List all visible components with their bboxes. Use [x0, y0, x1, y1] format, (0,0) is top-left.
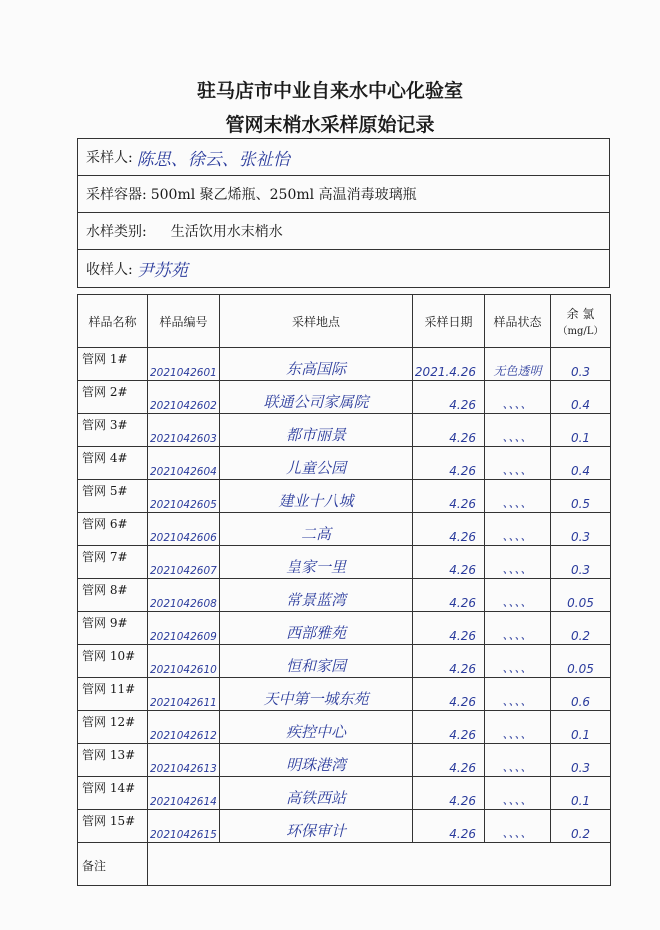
sample-state-cell — [485, 579, 551, 612]
sample-name: 管网 5# — [78, 480, 148, 513]
sample-date-cell — [413, 612, 485, 645]
sample-code-cell — [148, 513, 220, 546]
sample-state: 、、、、 — [502, 397, 533, 411]
sample-name: 管网 3# — [78, 414, 148, 447]
sample-state: 、、、、 — [502, 595, 533, 609]
table-row — [78, 645, 611, 678]
sample-chlorine-cell — [551, 678, 611, 711]
sample-state-cell — [485, 480, 551, 513]
sample-code: 2021042606 — [150, 532, 217, 544]
table-row — [78, 744, 611, 777]
sample-name: 管网 10# — [78, 645, 148, 678]
sample-location: 高铁西站 — [285, 789, 346, 807]
sample-state: 、、、、 — [502, 826, 533, 840]
sample-state: 无色透明 — [493, 364, 542, 378]
sample-chlorine-cell — [551, 381, 611, 414]
sample-code: 2021042612 — [150, 730, 217, 742]
sample-chlorine-cell — [551, 513, 611, 546]
sample-chlorine-cell — [551, 711, 611, 744]
sample-state: 、、、、 — [502, 661, 533, 675]
sample-state: 、、、、 — [502, 694, 533, 708]
sample-code: 2021042602 — [150, 400, 217, 412]
sample-name: 管网 11# — [78, 678, 148, 711]
table-row — [78, 579, 611, 612]
sample-chlorine: 0.3 — [570, 563, 591, 577]
sample-code-cell — [148, 348, 220, 381]
sample-code: 2021042604 — [150, 466, 217, 478]
sample-date: 4.26 — [449, 596, 476, 610]
sample-chlorine: 0.5 — [570, 497, 591, 511]
remark-label: 备注 — [78, 843, 148, 886]
sample-state-cell — [485, 381, 551, 414]
sample-date: 4.26 — [449, 728, 476, 742]
sample-state-cell — [485, 414, 551, 447]
sample-location: 明珠港湾 — [285, 756, 346, 774]
table-body — [78, 348, 611, 843]
sample-code-cell — [148, 414, 220, 447]
chlorine-label: 余 氯 — [566, 307, 595, 321]
sample-code-cell — [148, 678, 220, 711]
container-value: 500ml 聚乙烯瓶、250ml 高温消毒玻璃瓶 — [150, 187, 417, 203]
sampler-label: 采样人: — [86, 150, 133, 166]
sample-location-cell — [220, 513, 413, 546]
sample-date-cell — [413, 579, 485, 612]
sample-date: 4.26 — [449, 398, 476, 412]
sample-chlorine-cell — [551, 777, 611, 810]
sample-chlorine: 0.05 — [567, 596, 594, 610]
sample-code-cell — [148, 546, 220, 579]
col-header-location: 采样地点 — [220, 295, 413, 348]
sample-state-cell — [485, 348, 551, 381]
table-row — [78, 711, 611, 744]
sampler-value: 陈思、徐云、张祉怡 — [136, 149, 290, 170]
sample-date-cell — [413, 678, 485, 711]
sample-location-cell — [220, 447, 413, 480]
col-header-chlorine — [551, 295, 611, 348]
sample-code: 2021042613 — [150, 763, 217, 775]
sample-code-cell — [148, 480, 220, 513]
table-row — [78, 480, 611, 513]
sample-state-cell — [485, 645, 551, 678]
sample-chlorine: 0.6 — [570, 695, 591, 709]
sample-state-cell — [485, 810, 551, 843]
sample-location-cell — [220, 711, 413, 744]
sample-location: 都市丽景 — [285, 426, 346, 444]
sample-code-cell — [148, 579, 220, 612]
sample-state: 、、、、 — [502, 463, 533, 477]
sample-chlorine: 0.3 — [570, 530, 591, 544]
sample-state-cell — [485, 612, 551, 645]
sample-code: 2021042609 — [150, 631, 217, 643]
form-title: 管网末梢水采样原始记录 — [225, 114, 435, 136]
col-header-state: 样品状态 — [485, 295, 551, 348]
sample-date: 4.26 — [449, 794, 476, 808]
sample-location: 西部雅苑 — [285, 624, 346, 642]
sample-date: 4.26 — [449, 497, 476, 511]
sample-location: 天中第一城东苑 — [263, 690, 369, 708]
sample-date: 2021.4.26 — [414, 365, 476, 379]
lab-title: 驻马店市中业自来水中心化验室 — [196, 80, 463, 102]
sample-chlorine: 0.3 — [570, 365, 591, 379]
sample-chlorine-cell — [551, 612, 611, 645]
sample-date: 4.26 — [449, 761, 476, 775]
sample-code-cell — [148, 744, 220, 777]
sample-code: 2021042601 — [150, 367, 217, 379]
sample-location: 皇家一里 — [285, 558, 346, 576]
sample-date: 4.26 — [449, 530, 476, 544]
receiver-value: 尹苏苑 — [136, 261, 188, 281]
table-row — [78, 777, 611, 810]
sample-name: 管网 6# — [78, 513, 148, 546]
table-row — [78, 348, 611, 381]
sample-date: 4.26 — [449, 629, 476, 643]
sample-location: 儿童公园 — [285, 459, 346, 477]
table-row — [78, 546, 611, 579]
sample-location: 联通公司家属院 — [263, 393, 369, 411]
sample-state-cell — [485, 744, 551, 777]
sample-date-cell — [413, 546, 485, 579]
sample-code: 2021042603 — [150, 433, 217, 445]
col-header-code: 样品编号 — [148, 295, 220, 348]
sample-date-cell — [413, 711, 485, 744]
sample-chlorine-cell — [551, 810, 611, 843]
sample-name: 管网 9# — [78, 612, 148, 645]
sample-date-cell — [413, 645, 485, 678]
table-row — [78, 612, 611, 645]
sample-state: 、、、、 — [502, 793, 533, 807]
receiver-row — [78, 250, 609, 287]
sample-location-cell — [220, 348, 413, 381]
table-header-row — [78, 295, 611, 348]
col-header-name: 样品名称 — [78, 295, 148, 348]
sample-code-cell — [148, 612, 220, 645]
sample-location: 东高国际 — [285, 360, 346, 378]
sample-code-cell — [148, 645, 220, 678]
sample-location-cell — [220, 546, 413, 579]
sample-date-cell — [413, 480, 485, 513]
sample-table — [77, 294, 611, 886]
sample-state-cell — [485, 513, 551, 546]
type-label: 水样类别: — [86, 224, 147, 240]
sample-code: 2021042610 — [150, 664, 217, 676]
sample-name: 管网 8# — [78, 579, 148, 612]
sample-chlorine: 0.2 — [570, 827, 591, 841]
sample-state: 、、、、 — [502, 760, 533, 774]
chlorine-unit: （mg/L） — [557, 326, 604, 337]
sample-name: 管网 12# — [78, 711, 148, 744]
table-row — [78, 678, 611, 711]
sample-chlorine: 0.4 — [570, 398, 591, 412]
sample-date: 4.26 — [449, 662, 476, 676]
sample-location-cell — [220, 744, 413, 777]
sample-state: 、、、、 — [502, 529, 533, 543]
sample-date: 4.26 — [449, 695, 476, 709]
col-header-date: 采样日期 — [413, 295, 485, 348]
sample-date-cell — [413, 810, 485, 843]
sample-code: 2021042608 — [150, 598, 217, 610]
sample-date: 4.26 — [449, 827, 476, 841]
sample-location: 恒和家园 — [285, 657, 346, 675]
sample-chlorine-cell — [551, 645, 611, 678]
sample-state-cell — [485, 546, 551, 579]
sample-date: 4.26 — [449, 464, 476, 478]
sample-code: 2021042607 — [150, 565, 217, 577]
sample-state-cell — [485, 777, 551, 810]
table-row — [78, 381, 611, 414]
sample-location-cell — [220, 480, 413, 513]
sample-name: 管网 1# — [78, 348, 148, 381]
receiver-label: 收样人: — [86, 261, 133, 278]
sample-chlorine: 0.1 — [570, 431, 591, 445]
type-row — [78, 213, 609, 250]
sample-state-cell — [485, 447, 551, 480]
sample-state-cell — [485, 678, 551, 711]
sample-location: 疾控中心 — [285, 723, 346, 741]
sample-date-cell — [413, 447, 485, 480]
sample-chlorine-cell — [551, 546, 611, 579]
sample-location: 常景蓝湾 — [285, 591, 346, 609]
header-block — [77, 138, 610, 288]
sample-chlorine: 0.1 — [570, 728, 591, 742]
table-row — [78, 414, 611, 447]
sample-name: 管网 2# — [78, 381, 148, 414]
table-row — [78, 447, 611, 480]
sample-location-cell — [220, 645, 413, 678]
sample-name: 管网 4# — [78, 447, 148, 480]
sample-date-cell — [413, 777, 485, 810]
sample-name: 管网 7# — [78, 546, 148, 579]
sample-chlorine-cell — [551, 744, 611, 777]
sample-date: 4.26 — [449, 431, 476, 445]
sample-location: 环保审计 — [285, 822, 346, 840]
sample-location-cell — [220, 414, 413, 447]
container-row — [78, 176, 609, 213]
sample-code: 2021042614 — [150, 796, 217, 808]
sample-state: 、、、、 — [502, 496, 533, 510]
sample-chlorine: 0.3 — [570, 761, 591, 775]
table-row — [78, 513, 611, 546]
table-row — [78, 810, 611, 843]
sample-chlorine-cell — [551, 579, 611, 612]
sample-code: 2021042611 — [150, 697, 217, 709]
sampler-row — [78, 139, 609, 176]
sample-date-cell — [413, 381, 485, 414]
sample-location-cell — [220, 579, 413, 612]
sample-location-cell — [220, 381, 413, 414]
sample-chlorine-cell — [551, 414, 611, 447]
sample-date-cell — [413, 414, 485, 447]
sample-code-cell — [148, 447, 220, 480]
sample-location-cell — [220, 777, 413, 810]
type-value: 生活饮用水末梢水 — [170, 224, 283, 240]
sample-state: 、、、、 — [502, 562, 533, 576]
sample-name: 管网 13# — [78, 744, 148, 777]
sample-state-cell — [485, 711, 551, 744]
sample-code-cell — [148, 810, 220, 843]
sample-location: 二高 — [300, 525, 331, 543]
sample-state: 、、、、 — [502, 727, 533, 741]
sample-date: 4.26 — [449, 563, 476, 577]
sample-code: 2021042605 — [150, 499, 217, 511]
remark-row — [78, 843, 611, 886]
sample-code: 2021042615 — [150, 829, 217, 841]
container-label: 采样容器: — [86, 187, 147, 203]
remark-cell — [148, 843, 611, 886]
sample-location-cell — [220, 810, 413, 843]
sample-chlorine-cell — [551, 480, 611, 513]
sample-code-cell — [148, 711, 220, 744]
sample-location: 建业十八城 — [278, 492, 354, 510]
sample-chlorine: 0.2 — [570, 629, 591, 643]
sample-name: 管网 14# — [78, 777, 148, 810]
sample-state: 、、、、 — [502, 628, 533, 642]
sample-chlorine-cell — [551, 447, 611, 480]
sample-code-cell — [148, 777, 220, 810]
sample-chlorine: 0.05 — [567, 662, 594, 676]
sample-chlorine: 0.4 — [570, 464, 591, 478]
sample-location-cell — [220, 678, 413, 711]
sample-location-cell — [220, 612, 413, 645]
sample-chlorine: 0.1 — [570, 794, 591, 808]
sample-date-cell — [413, 348, 485, 381]
sample-date-cell — [413, 744, 485, 777]
sample-code-cell — [148, 381, 220, 414]
sample-chlorine-cell — [551, 348, 611, 381]
sample-name: 管网 15# — [78, 810, 148, 843]
sample-state: 、、、、 — [502, 430, 533, 444]
sample-date-cell — [413, 513, 485, 546]
